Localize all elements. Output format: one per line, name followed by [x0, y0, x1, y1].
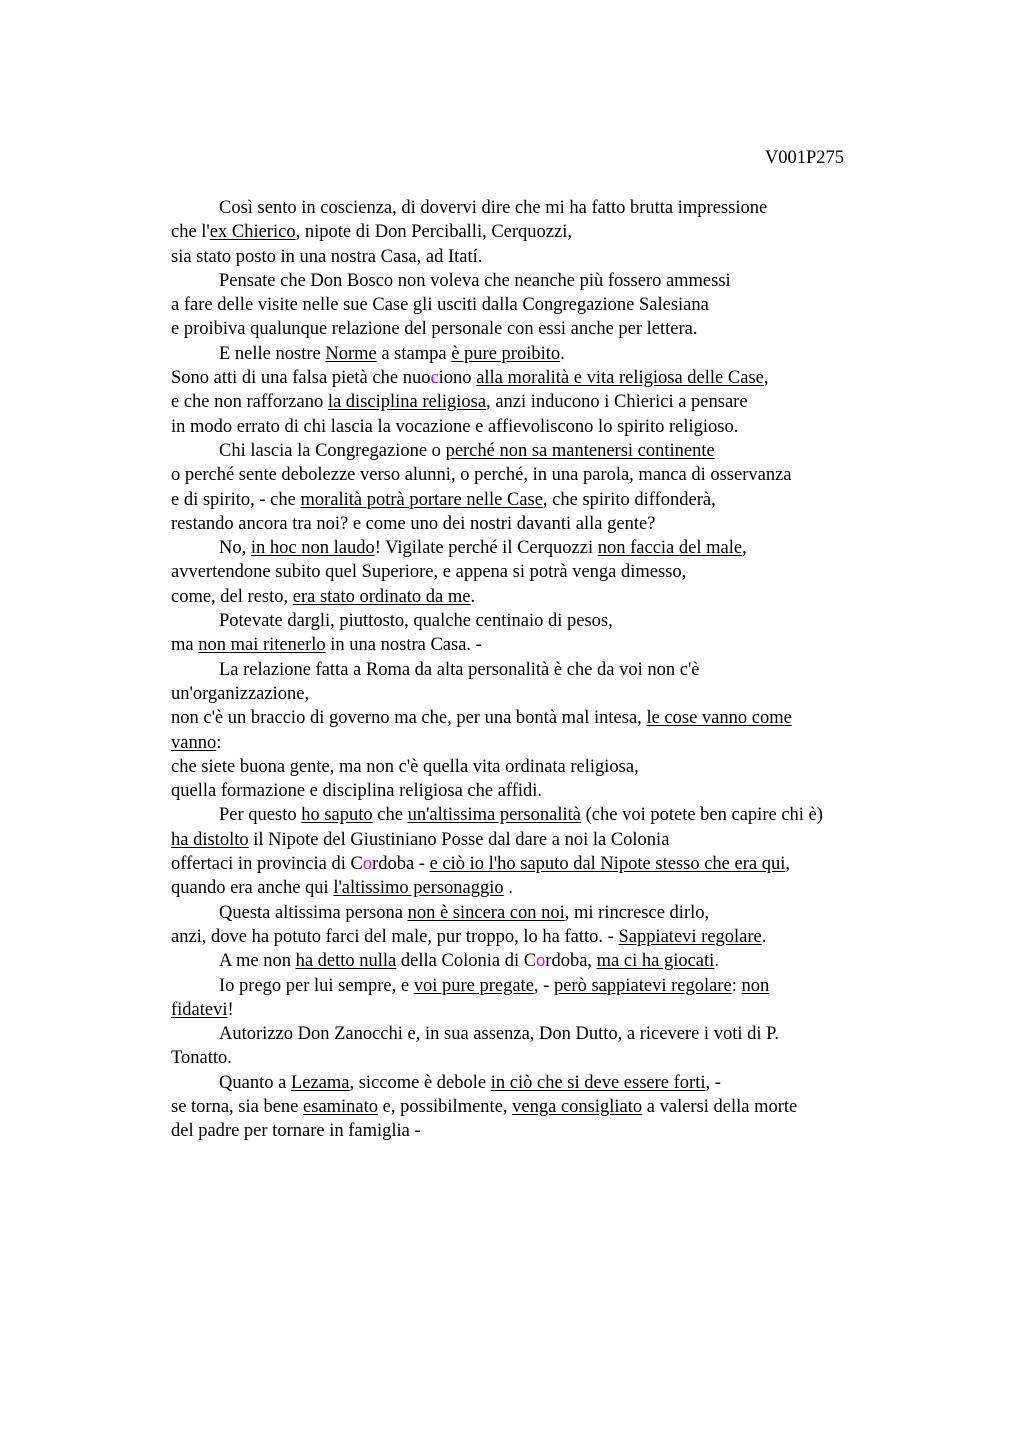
text-segment: e, possibilmente,: [378, 1096, 513, 1117]
underlined-text: in hoc non laudo: [250, 538, 375, 559]
text-line: [171, 245, 901, 269]
text-line: [171, 220, 901, 244]
text-line: [171, 536, 901, 560]
text-segment: iono: [438, 368, 477, 389]
text-segment: un'organizzazione,: [171, 683, 310, 704]
text-line: [171, 1095, 901, 1119]
underlined-text: è pure proibito: [451, 343, 561, 364]
text-segment: quella formazione e disciplina religiosa che affidi.: [171, 781, 543, 802]
underlined-text: esaminato: [303, 1096, 379, 1117]
text-line: [171, 779, 901, 803]
underlined-text: non mai ritenerlo: [198, 635, 326, 656]
text-segment: a stampa: [376, 343, 452, 364]
text-line: [171, 949, 901, 973]
text-segment: rdoba,: [545, 951, 597, 972]
text-segment: No,: [219, 538, 251, 559]
text-segment: quando era anche qui: [171, 878, 334, 899]
text-segment: , nipote di Don Perciballi, Cerquozzi,: [295, 222, 572, 243]
text-segment: E nelle nostre: [219, 343, 326, 364]
text-segment: o perché sente debolezze verso alunni, o perché, in una parola, manca di osservanza: [171, 465, 792, 486]
text-segment: Chi lascia la Congregazione o: [219, 440, 446, 461]
text-line: [171, 560, 901, 584]
highlighted-letter: c: [430, 368, 439, 389]
text-segment: che siete buona gente, ma non c'è quella vita ordinata religiosa,: [171, 756, 639, 777]
text-line: [171, 755, 901, 779]
underlined-text: fidatevi: [171, 999, 228, 1020]
text-line: [171, 1022, 901, 1046]
text-segment: a valersi della morte: [642, 1096, 798, 1117]
text-segment: .: [503, 878, 513, 899]
text-segment: Io prego per lui sempre, e: [219, 975, 414, 996]
text-segment: ,: [785, 854, 790, 875]
text-line: [171, 852, 901, 876]
text-segment: Autorizzo Don Zanocchi e, in sua assenza, Don Dutto, a ricevere i voti di P.: [219, 1024, 779, 1045]
underlined-text: perché non sa mantenersi continente: [445, 440, 715, 461]
underlined-text: ho saputo: [301, 805, 373, 826]
text-segment: Tonatto.: [171, 1048, 232, 1069]
highlighted-letter: o: [362, 854, 373, 875]
text-segment: Questa altissima persona: [219, 902, 408, 923]
text-segment: ! Vigilate perché il Cerquozzi: [374, 538, 598, 559]
text-line: [171, 342, 901, 366]
text-segment: .: [560, 343, 565, 364]
text-segment: anzi, dove ha potuto farci del male, pur troppo, lo ha fatto. -: [171, 926, 619, 947]
underlined-text: Sappiatevi regolare: [618, 926, 762, 947]
page-identifier: V001P275: [764, 148, 844, 168]
text-segment: (che voi potete ben capire chi è): [581, 805, 823, 826]
text-segment: , -: [705, 1072, 721, 1093]
text-segment: La relazione fatta a Roma da alta personalità è che da voi non c'è: [219, 659, 700, 680]
text-segment: Potevate dargli, piuttosto, qualche centinaio di pesos,: [219, 611, 613, 632]
text-segment: della Colonia di C: [396, 951, 537, 972]
text-segment: Così sento in coscienza, di dovervi dire che mi ha fatto brutta impressione: [219, 198, 768, 218]
underlined-text: non: [741, 975, 770, 996]
text-segment: , mi rincresce dirlo,: [564, 902, 710, 923]
highlighted-letter: o: [536, 951, 546, 972]
text-segment: che: [372, 805, 408, 826]
underlined-text: un'altissima personalità: [407, 805, 581, 826]
text-line: [171, 1119, 901, 1143]
text-line: [171, 439, 901, 463]
text-line: [171, 803, 901, 827]
text-segment: in modo errato di chi lascia la vocazione e affievoliscono lo spirito religioso.: [171, 416, 739, 437]
text-line: [171, 876, 901, 900]
text-line: [171, 366, 901, 390]
text-line: [171, 1046, 901, 1070]
underlined-text: era stato ordinato da me: [292, 586, 471, 607]
text-segment: , siccome è debole: [349, 1072, 491, 1093]
text-line: [171, 901, 901, 925]
underlined-text: e ciò io l'ho saputo dal Nipote stesso che era qui: [429, 854, 786, 875]
text-line: [171, 317, 901, 341]
text-segment: se torna, sia bene: [171, 1096, 304, 1117]
underlined-text: però sappiatevi regolare: [553, 975, 732, 996]
underlined-text: moralità potrà portare nelle Case: [300, 489, 543, 510]
text-line: [171, 609, 901, 633]
text-line: [171, 974, 901, 998]
text-line: [171, 658, 901, 682]
text-segment: , -: [533, 975, 554, 996]
underlined-text: la disciplina religiosa: [327, 392, 487, 413]
text-segment: ,: [763, 368, 769, 389]
text-segment: e di spirito, - che: [171, 489, 301, 510]
text-segment: :: [731, 975, 742, 996]
text-segment: in una nostra Casa. -: [325, 635, 482, 656]
text-segment: A me non: [219, 951, 296, 972]
text-line: [171, 512, 901, 536]
text-segment: .: [714, 951, 719, 972]
text-segment: come, del resto,: [171, 586, 293, 607]
underlined-text: ma ci ha giocati: [596, 951, 715, 972]
text-line: [171, 682, 901, 706]
text-segment: che l': [171, 222, 210, 243]
text-segment: Sono atti di una falsa pietà che nuo: [171, 368, 431, 389]
text-segment: e che non rafforzano: [171, 392, 328, 413]
letter-body: [171, 196, 901, 1144]
underlined-text: ha distolto: [171, 829, 249, 850]
text-line: [171, 706, 901, 730]
text-line: [171, 390, 901, 414]
text-segment: , che spirito diffonderà,: [542, 489, 716, 510]
text-segment: il Nipote del Giustiniano Posse dal dare a noi la Colonia: [248, 829, 670, 850]
text-line: [171, 585, 901, 609]
text-segment: Quanto a: [219, 1072, 291, 1093]
text-segment: , anzi inducono i Chierici a pensare: [486, 392, 748, 413]
text-line: [171, 463, 901, 487]
text-segment: del padre per tornare in famiglia -: [171, 1121, 421, 1142]
text-segment: ma: [171, 635, 199, 656]
text-line: [171, 488, 901, 512]
underlined-text: alla moralità e vita religiosa delle Case: [476, 368, 764, 389]
underlined-text: ha detto nulla: [295, 951, 397, 972]
text-segment: Per questo: [219, 805, 302, 826]
underlined-text: non faccia del male: [597, 538, 743, 559]
text-segment: sia stato posto in una nostra Casa, ad Itatí.: [171, 246, 483, 267]
text-line: [171, 998, 901, 1022]
text-segment: .: [761, 926, 767, 947]
text-line: [171, 196, 901, 220]
text-line: [171, 293, 901, 317]
text-line: [171, 828, 901, 852]
text-line: [171, 925, 901, 949]
text-line: [171, 269, 901, 293]
underlined-text: Lezama: [290, 1072, 350, 1093]
text-segment: a fare delle visite nelle sue Case gli usciti dalla Congregazione Salesiana: [171, 295, 709, 316]
text-segment: :: [216, 732, 222, 753]
text-segment: ,: [742, 538, 747, 559]
underlined-text: l'altissimo personaggio: [333, 878, 504, 899]
text-segment: offertaci in provincia di C: [171, 854, 363, 875]
text-segment: restando ancora tra noi? e come uno dei nostri davanti alla gente?: [171, 513, 656, 534]
underlined-text: non è sincera con noi: [407, 902, 565, 923]
underlined-text: in ciò che si deve essere forti: [490, 1072, 706, 1093]
text-segment: non c'è un braccio di governo ma che, per una bontà mal intesa,: [171, 708, 647, 729]
text-segment: .: [470, 586, 476, 607]
underlined-text: venga consigliato: [512, 1096, 643, 1117]
text-line: [171, 731, 901, 755]
text-segment: !: [227, 999, 234, 1020]
underlined-text: voi pure pregate: [413, 975, 534, 996]
underlined-text: vanno: [171, 732, 217, 753]
text-line: [171, 633, 901, 657]
underlined-text: le cose vanno come: [646, 708, 792, 729]
text-segment: Pensate che Don Bosco non voleva che neanche più fossero ammessi: [219, 270, 731, 291]
underlined-text: ex Chierico: [209, 222, 296, 243]
underlined-text: Norme: [325, 343, 377, 364]
text-line: [171, 415, 901, 439]
text-segment: e proibiva qualunque relazione del personale con essi anche per lettera.: [171, 319, 698, 340]
text-segment: avvertendone subito quel Superiore, e appena si potrà venga dimesso,: [171, 562, 687, 583]
text-segment: rdoba -: [372, 854, 430, 875]
text-line: [171, 1071, 901, 1095]
